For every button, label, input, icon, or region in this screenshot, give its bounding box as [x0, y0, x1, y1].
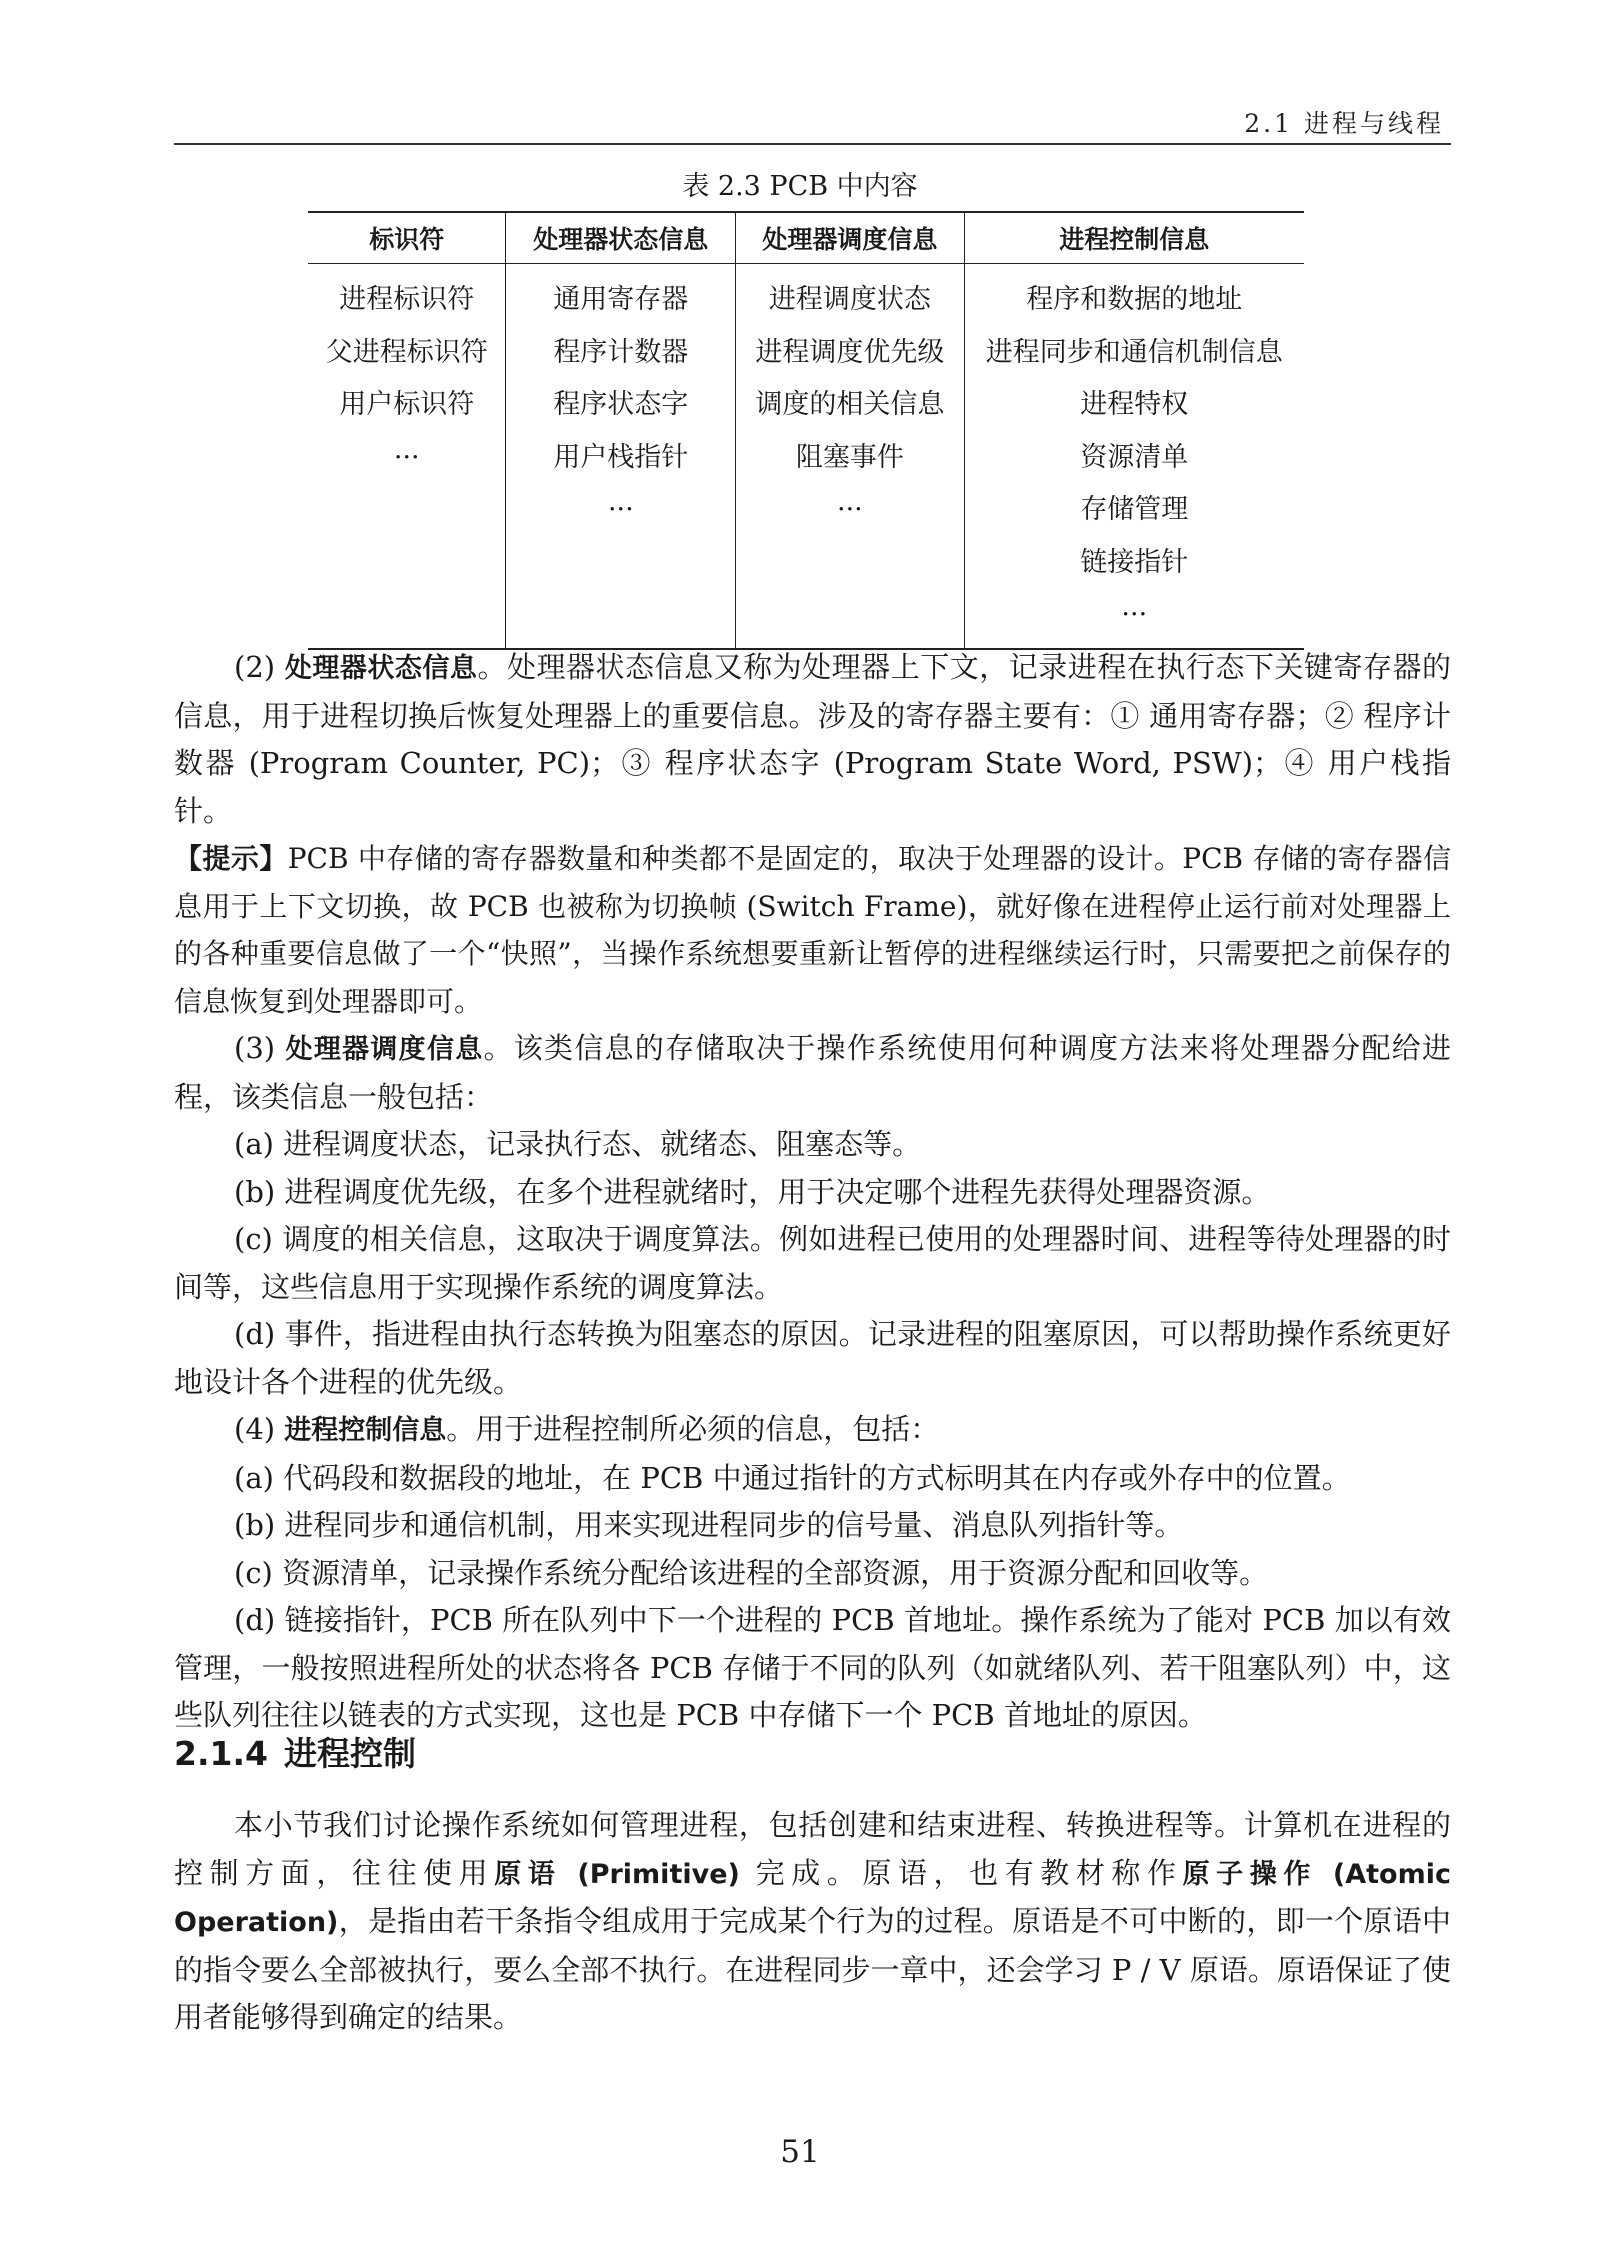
table-cell: 进程调度优先级 [755, 336, 945, 368]
table-column-processor-state [506, 264, 736, 649]
table-cell: 程序和数据的地址 [1026, 284, 1243, 315]
list-item: (d) 事件，指进程由执行态转换为阻塞态的原因。记录进程的阻塞原因，可以帮助操作系统更好地设计各个进程的优先级。 [174, 1317, 1451, 1399]
tip-label: 【提示】 [174, 842, 288, 875]
table-cell: 存储管理 [1080, 494, 1189, 525]
table-cell: 进程特权 [1080, 389, 1189, 420]
table-cell: 程序计数器 [553, 336, 689, 368]
paragraph-number: (3) [234, 1031, 286, 1065]
table-cell: 用户栈指针 [553, 441, 689, 473]
section-title-text: 进程控制 [283, 1734, 416, 1773]
term-process-control: 进程控制信息 [284, 1415, 447, 1446]
tip-text: PCB 中存储的寄存器数量和种类都不是固定的，取决于处理器的设计。PCB 存储的寄存器信息用于上下文切换，故 PCB 也被称为切换帧 (Switch Frame)，就好像在进程停止运行前对处理器上的各种重要信息做了一个“快照”，当操作系统想要重新让暂停的进程继续运行时，只需要把之前保存的信息恢复到处理器即可。 [174, 842, 1451, 1018]
paragraph-text: 。用于进程控制所必须的信息，包括： [446, 1412, 940, 1446]
table-cell: 进程标识符 [339, 284, 475, 315]
table-cell: 程序状态字 [553, 389, 689, 420]
section-heading [174, 1728, 416, 1775]
table-cell: 通用寄存器 [553, 284, 689, 315]
table-cell: ··· [393, 441, 420, 473]
term-atomic-operation: 原子操作 (Atomic Operation) [174, 1858, 1451, 1938]
table-cell: 进程调度状态 [768, 284, 931, 315]
pcb-content-table [308, 211, 1304, 650]
table-cell: 进程同步和通信机制信息 [985, 336, 1283, 368]
list-item: (c) 资源清单，记录操作系统分配给该进程的全部资源，用于资源分配和回收等。 [234, 1555, 1269, 1590]
paragraph-text: ，是指由若干条指令组成用于完成某个行为的过程。原语是不可中断的，即一个原语中的指令要么全部被执行，要么全部不执行。在进程同步一章中，还会学习 P / V 原语。原语保证了使用者能够得到确定的结果。 [174, 1904, 1451, 2034]
table-cell: 用户标识符 [339, 389, 475, 420]
paragraph-processor-scheduling [174, 1025, 1451, 1121]
paragraph-text: 本小节我们讨论操作系统如何管理进程，包括创建和结束进程、转换进程等。计算机在进程的控制方面，往往使用 [174, 1808, 1451, 1890]
table-cell: ··· [607, 494, 634, 525]
running-head: 2.1 进程与线程 [1244, 109, 1444, 138]
table-cell: 链接指针 [1080, 546, 1189, 578]
list-item: (d) 链接指针，PCB 所在队列中下一个进程的 PCB 首地址。操作系统为了能对 PCB 加以有效管理，一般按照进程所处的状态将各 PCB 存储于不同的队列（如就绪队列、若干阻塞队列）中，这些队列往往以链表的方式实现，这也是 PCB 中存储下一个 PCB 首地址的原因。 [174, 1603, 1451, 1732]
page-number: 51 [780, 2134, 820, 2170]
section-number: 2.1.4 [174, 1734, 268, 1773]
table-header-processor-state: 处理器状态信息 [506, 212, 736, 264]
term-primitive: 原语 (Primitive) [494, 1858, 740, 1890]
table-caption: 表 2.3 PCB 中内容 [682, 171, 918, 202]
table-cell: 父进程标识符 [325, 336, 488, 368]
list-item: (a) 代码段和数据段的地址，在 PCB 中通过指针的方式标明其在内存或外存中的位置。 [234, 1460, 1351, 1495]
paragraph-text: 。处理器状态信息又称为处理器上下文，记录进程在执行态下关键寄存器的信息，用于进程切换后恢复处理器上的重要信息。涉及的寄存器主要有：① 通用寄存器；② 程序计数器 (Program Counter, PC)；③ 程序状态字 (Program State Word, PSW)；④ 用户栈指针。 [174, 650, 1452, 828]
table-cell: ··· [1121, 599, 1148, 630]
body-text [174, 644, 1451, 1740]
paragraph-number: (4) [234, 1412, 285, 1446]
table-column-identifier [308, 264, 506, 649]
table-header-process-control: 进程控制信息 [964, 212, 1304, 264]
paragraph-processor-state [174, 644, 1451, 835]
paragraph-text: 完成。原语，也有教材称作 [739, 1855, 1183, 1890]
table-cell: 资源清单 [1080, 441, 1189, 473]
term-processor-state: 处理器状态信息 [284, 653, 478, 684]
list-item: (b) 进程同步和通信机制，用来实现进程同步的信号量、消息队列指针等。 [234, 1508, 1184, 1542]
list-item: (c) 调度的相关信息，这取决于调度算法。例如进程已使用的处理器时间、进程等待处理器的时间等，这些信息用于实现操作系统的调度算法。 [174, 1222, 1451, 1304]
table-column-process-control [964, 264, 1304, 649]
list-item: (b) 进程调度优先级，在多个进程就绪时，用于决定哪个进程先获得处理器资源。 [234, 1174, 1271, 1209]
term-processor-scheduling: 处理器调度信息 [285, 1034, 484, 1065]
table-cell: ··· [836, 494, 863, 525]
list-item: (a) 进程调度状态，记录执行态、就绪态、阻塞态等。 [234, 1127, 922, 1161]
section-body [174, 1802, 1451, 2042]
section-paragraph [174, 1802, 1451, 2042]
table-header-identifier: 标识符 [308, 212, 506, 264]
table-cell: 调度的相关信息 [755, 389, 945, 420]
tip-paragraph [174, 835, 1451, 1025]
table-header-processor-scheduling: 处理器调度信息 [736, 212, 964, 264]
header-rule [174, 143, 1451, 145]
paragraph-number: (2) [234, 650, 285, 684]
paragraph-process-control [174, 1406, 1451, 1455]
paragraph-text: 。该类信息的存储取决于操作系统使用何种调度方法来将处理器分配给进程，该类信息一般包括： [174, 1031, 1451, 1114]
table-column-processor-scheduling [736, 264, 964, 649]
table-cell: 阻塞事件 [795, 441, 904, 473]
